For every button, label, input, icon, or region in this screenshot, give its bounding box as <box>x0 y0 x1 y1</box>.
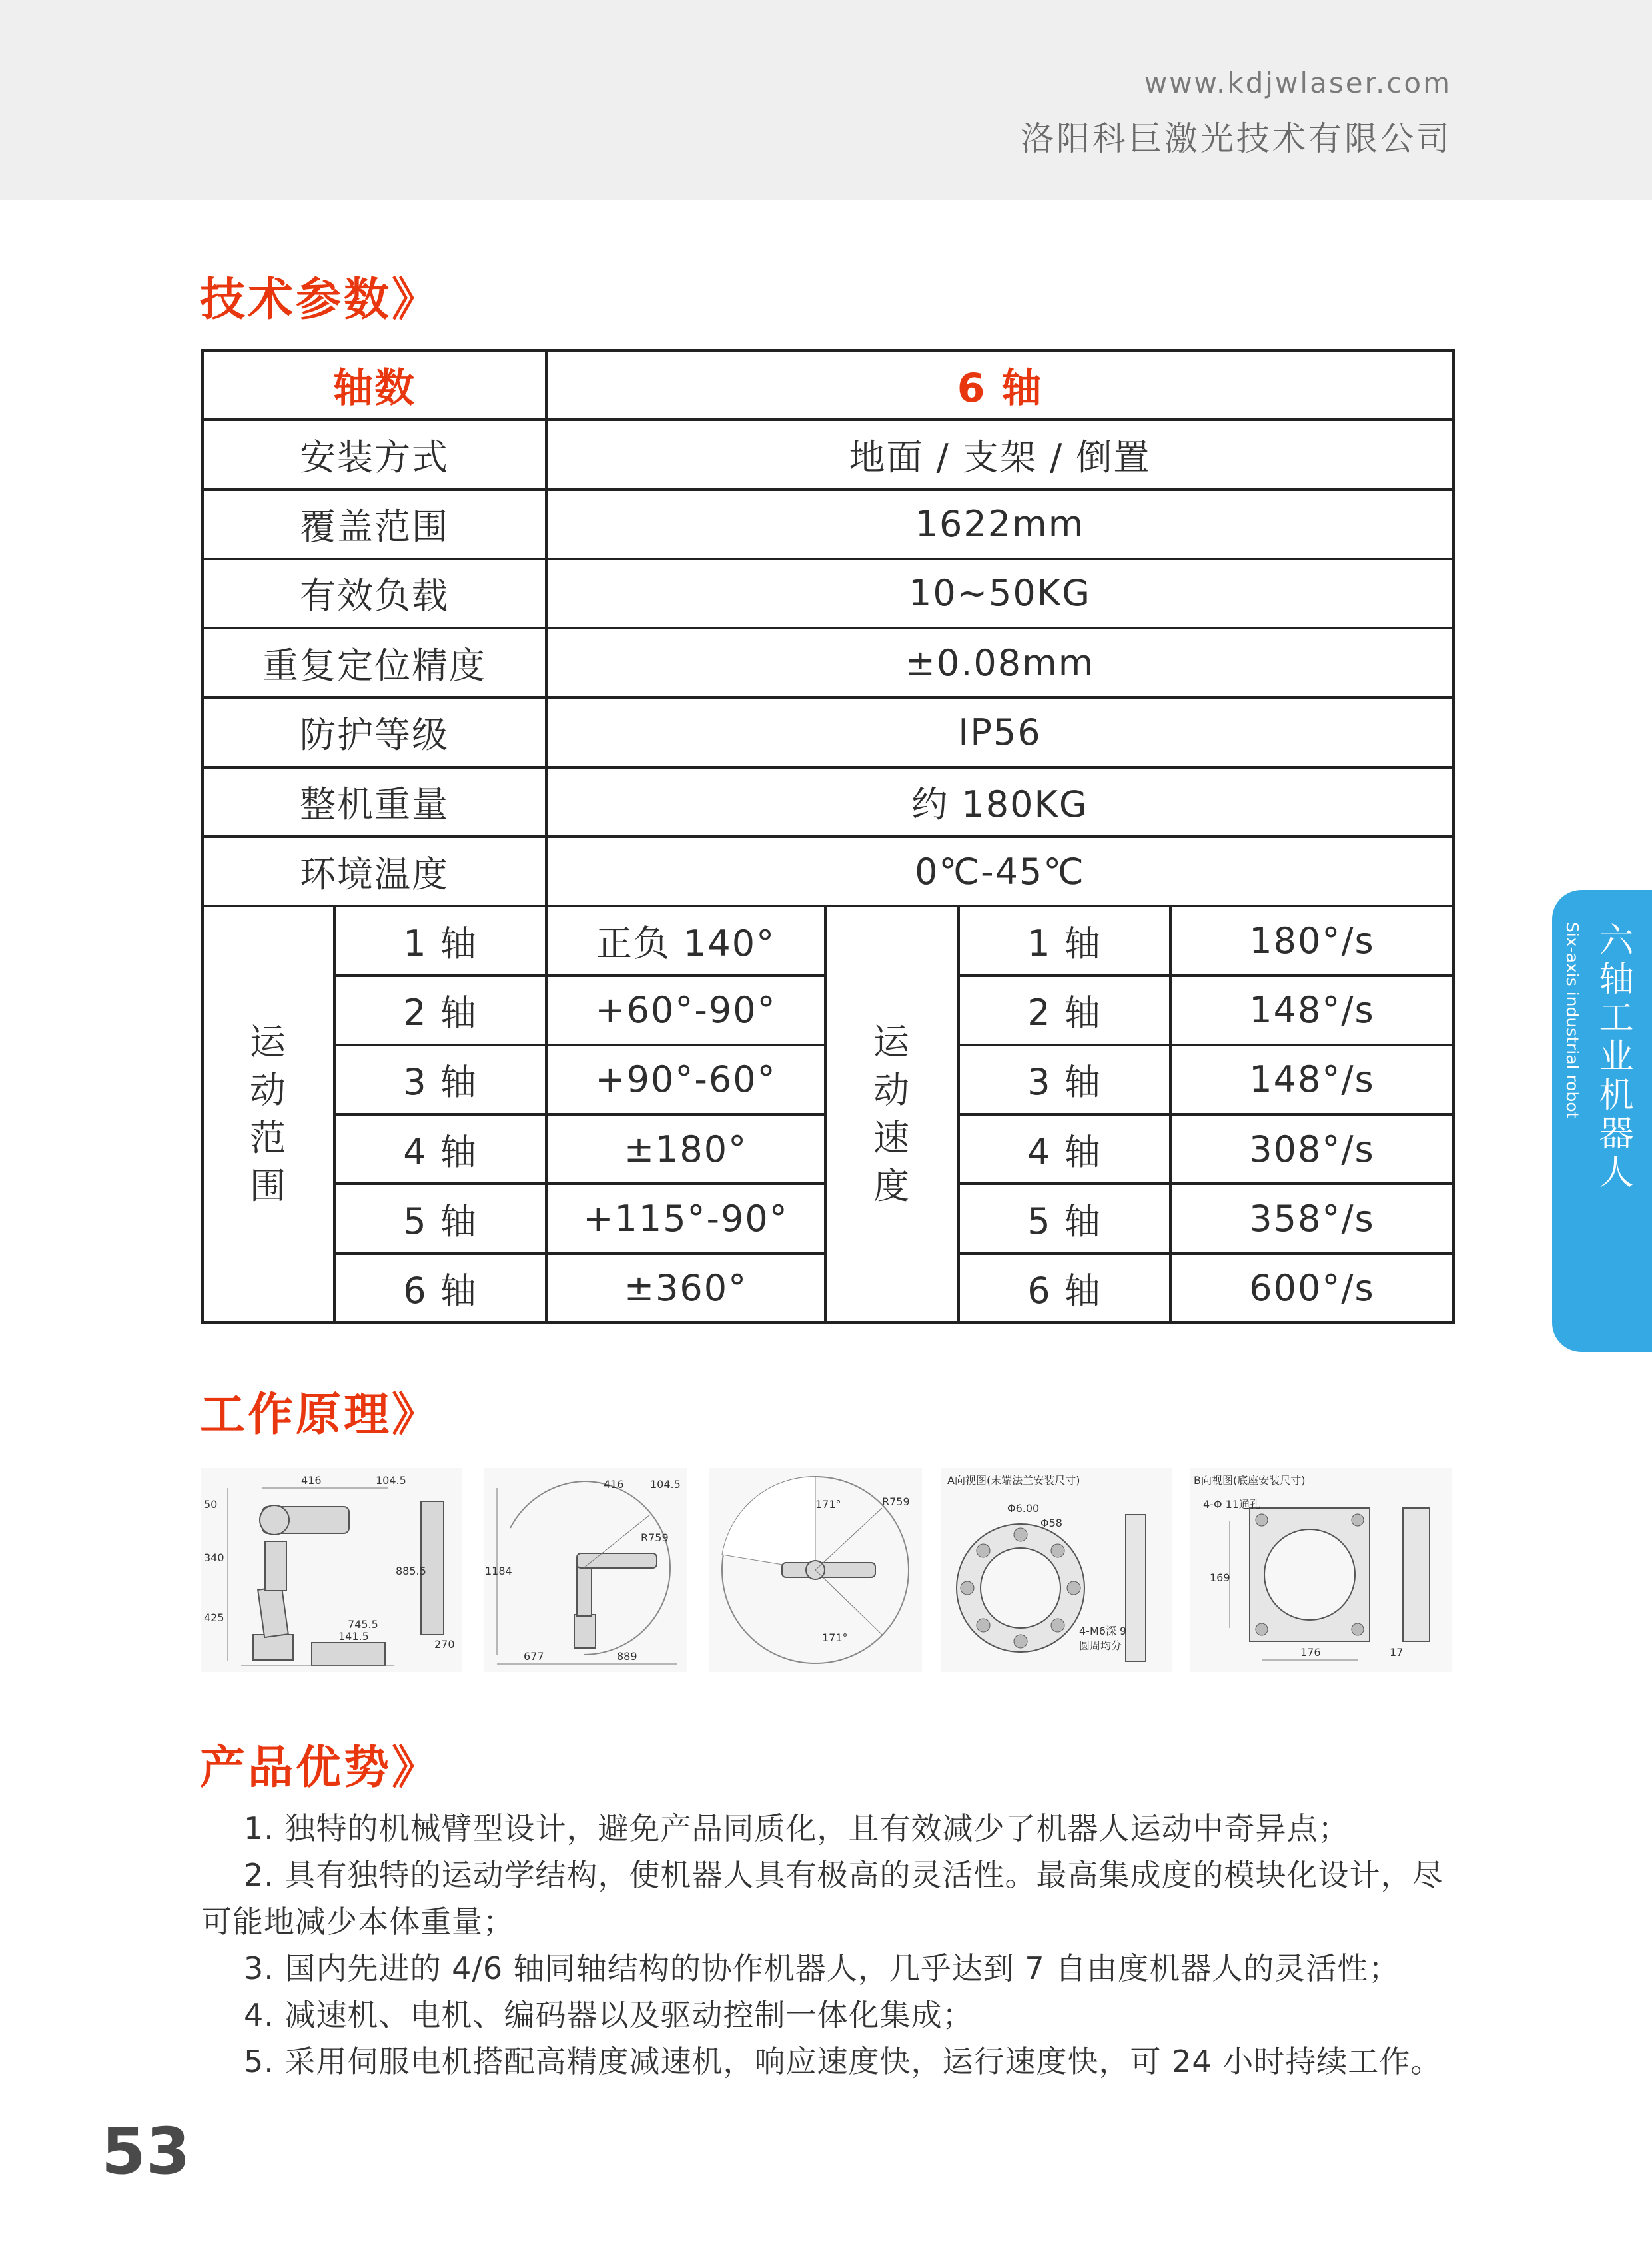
svg-text:1184: 1184 <box>485 1565 512 1577</box>
axis-label: 5 轴 <box>334 1184 546 1253</box>
axis-speed: 148°/s <box>1170 1045 1453 1114</box>
spec-value: 0℃-45℃ <box>546 837 1453 906</box>
side-envelope-figure <box>484 1468 687 1672</box>
page-number: 53 <box>101 2114 191 2189</box>
svg-text:171°: 171° <box>822 1631 848 1644</box>
specs-table <box>201 349 1455 1324</box>
axis-range: 正负 140° <box>546 906 825 975</box>
axis-range: +60°-90° <box>546 976 825 1045</box>
axis-speed: 600°/s <box>1170 1254 1453 1323</box>
axis-label: 1 轴 <box>334 906 546 975</box>
svg-text:745.5: 745.5 <box>348 1618 378 1631</box>
svg-text:171°: 171° <box>815 1498 841 1511</box>
robot-dimension-figure <box>201 1468 462 1672</box>
principle-section-title: 工作原理》 <box>200 1389 440 1441</box>
base-view-figure <box>1190 1468 1452 1672</box>
table-row <box>203 906 1453 975</box>
spec-value: 约 180KG <box>546 767 1453 837</box>
website-url[interactable]: www.kdjwlaser.com <box>1144 67 1452 99</box>
svg-text:416: 416 <box>604 1478 624 1491</box>
svg-text:677: 677 <box>524 1650 544 1663</box>
svg-text:R759: R759 <box>882 1495 910 1508</box>
advantage-item: 2. 具有独特的运动学结构，使机器人具有极高的灵活性。最高集成度的模块化设计，尽可能地减少本体重量； <box>201 1857 1444 1940</box>
robot-dimension-drawing <box>201 1468 462 1672</box>
spec-label: 整机重量 <box>203 767 546 837</box>
svg-text:425: 425 <box>204 1611 224 1624</box>
axis-label: 6 轴 <box>959 1254 1170 1323</box>
top-envelope-drawing <box>709 1468 922 1672</box>
side-tab-subtitle: Six-axis industrial robot <box>1563 922 1582 1119</box>
svg-text:50: 50 <box>204 1498 218 1511</box>
spec-value: 地面 / 支架 / 倒置 <box>546 420 1453 489</box>
table-row <box>203 628 1453 697</box>
axis-label: 6 轴 <box>334 1254 546 1323</box>
header-band <box>0 0 1652 200</box>
side-tab-title: 六轴工业机器人 <box>1593 922 1633 1192</box>
axis-label: 4 轴 <box>334 1114 546 1184</box>
advantage-item: 3. 国内先进的 4/6 轴同轴结构的协作机器人，几乎达到 7 自由度机器人的灵活性； <box>244 1950 1400 1986</box>
company-name: 洛阳科巨激光技术有限公司 <box>1021 119 1452 158</box>
axis-range: ±180° <box>546 1114 825 1184</box>
svg-text:176: 176 <box>1300 1646 1321 1659</box>
svg-text:104.5: 104.5 <box>376 1474 406 1487</box>
axis-speed: 358°/s <box>1170 1184 1453 1253</box>
spec-value: 1622mm <box>546 490 1453 559</box>
axis-speed: 148°/s <box>1170 976 1453 1045</box>
specs-section-title: 技术参数》 <box>200 274 440 326</box>
spec-label: 防护等级 <box>203 697 546 767</box>
spec-label: 重复定位精度 <box>203 628 546 697</box>
base-view-drawing <box>1190 1468 1452 1672</box>
axis-speed: 180°/s <box>1170 906 1453 975</box>
advantage-item: 1. 独特的机械臂型设计，避免产品同质化，且有效减少了机器人运动中奇异点； <box>244 1810 1350 1846</box>
spec-label: 覆盖范围 <box>203 490 546 559</box>
axis-label: 3 轴 <box>959 1045 1170 1114</box>
svg-text:R759: R759 <box>641 1531 669 1544</box>
svg-text:270: 270 <box>434 1638 455 1651</box>
table-row <box>203 350 1453 420</box>
advantage-item: 4. 减速机、电机、编码器以及驱动控制一体化集成； <box>244 1997 974 2033</box>
axis-count-value: 6 轴 <box>546 350 1453 420</box>
table-row <box>203 837 1453 906</box>
axis-speed: 308°/s <box>1170 1114 1453 1184</box>
axis-range: +90°-60° <box>546 1045 825 1114</box>
table-row <box>203 767 1453 837</box>
spec-label: 环境温度 <box>203 837 546 906</box>
svg-text:104.5: 104.5 <box>650 1478 681 1491</box>
table-row <box>203 490 1453 559</box>
axis-label: 5 轴 <box>959 1184 1170 1253</box>
axis-count-label: 轴数 <box>203 350 546 420</box>
spec-value: 10~50KG <box>546 559 1453 628</box>
flange-view-figure <box>941 1468 1172 1672</box>
svg-text:889: 889 <box>617 1650 637 1663</box>
flange-view-drawing <box>941 1468 1172 1672</box>
advantages-section-title: 产品优势》 <box>200 1742 440 1794</box>
svg-text:169: 169 <box>1210 1571 1230 1584</box>
svg-text:Φ58: Φ58 <box>1040 1517 1062 1529</box>
axis-range: +115°-90° <box>546 1184 825 1253</box>
svg-text:885.5: 885.5 <box>396 1565 426 1577</box>
side-envelope-drawing <box>484 1468 687 1672</box>
svg-text:141.5: 141.5 <box>338 1630 369 1643</box>
svg-text:Φ6.00: Φ6.00 <box>1007 1502 1040 1515</box>
advantage-item: 5. 采用伺服电机搭配高精度减速机，响应速度快，运行速度快，可 24 小时持续工作。 <box>244 2044 1442 2079</box>
motion-range-label: 运 动 范 围 <box>203 906 334 1323</box>
spec-value: ±0.08mm <box>546 628 1453 697</box>
spec-value: IP56 <box>546 697 1453 767</box>
svg-text:340: 340 <box>204 1551 224 1564</box>
spec-label: 安装方式 <box>203 420 546 489</box>
svg-text:4-Φ 11通孔: 4-Φ 11通孔 <box>1203 1498 1260 1511</box>
top-envelope-figure <box>709 1468 922 1672</box>
axis-range: ±360° <box>546 1254 825 1323</box>
table-row <box>203 697 1453 767</box>
svg-text:B向视图(底座安装尺寸): B向视图(底座安装尺寸) <box>1194 1474 1306 1487</box>
axis-label: 2 轴 <box>959 976 1170 1045</box>
svg-text:A向视图(末端法兰安装尺寸): A向视图(末端法兰安装尺寸) <box>947 1474 1080 1487</box>
svg-text:4-M6深 9: 4-M6深 9 <box>1079 1625 1127 1637</box>
axis-label: 4 轴 <box>959 1114 1170 1184</box>
svg-text:416: 416 <box>301 1474 322 1487</box>
advantages-list <box>201 1805 1453 2085</box>
table-row <box>203 559 1453 628</box>
spec-label: 有效负载 <box>203 559 546 628</box>
svg-text:圆周均分: 圆周均分 <box>1079 1639 1122 1652</box>
table-row <box>203 420 1453 489</box>
motion-speed-label: 运 动 速 度 <box>825 906 959 1323</box>
svg-text:17: 17 <box>1390 1646 1404 1659</box>
axis-label: 2 轴 <box>334 976 546 1045</box>
axis-label: 1 轴 <box>959 906 1170 975</box>
axis-label: 3 轴 <box>334 1045 546 1114</box>
